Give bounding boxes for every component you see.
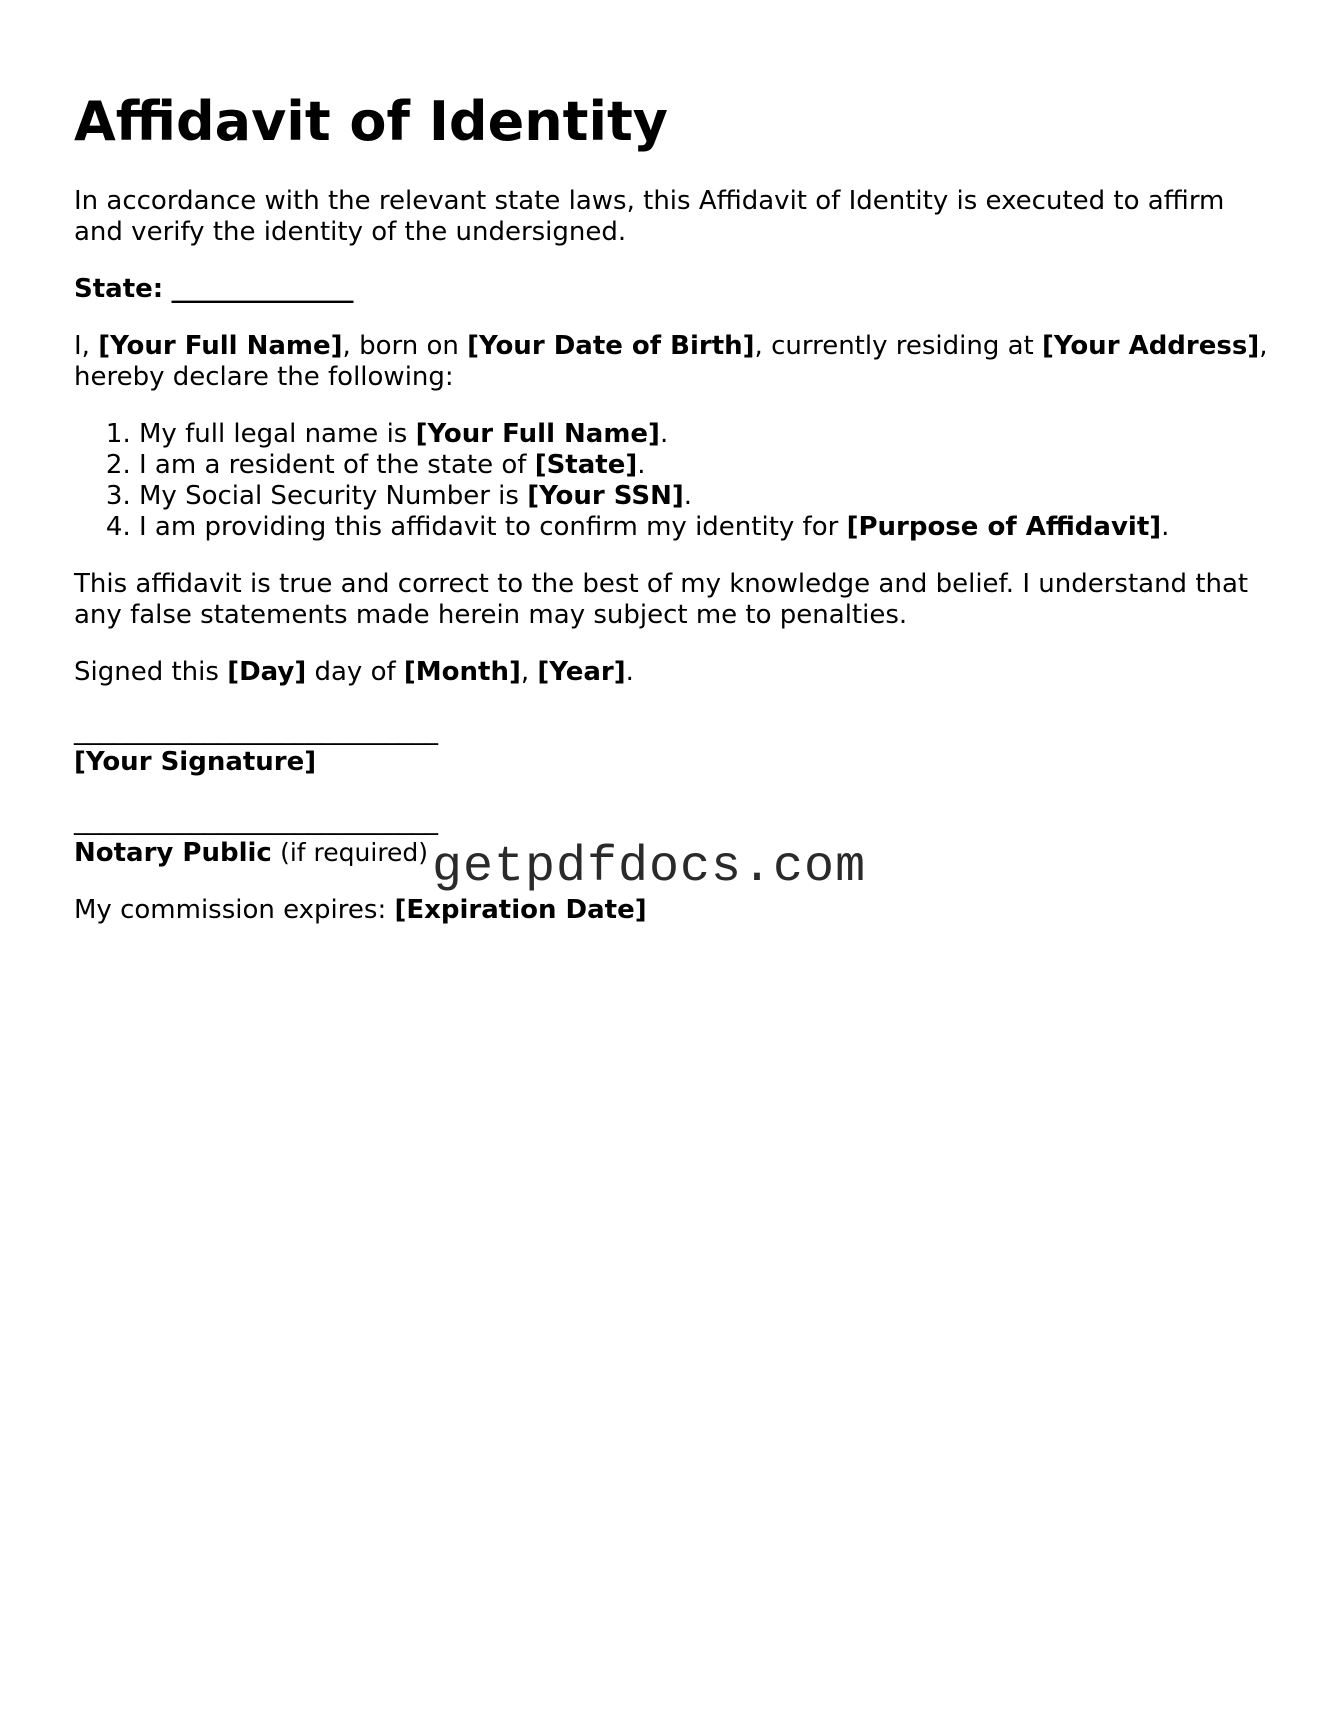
comma-text: , <box>520 657 530 687</box>
list-item <box>139 419 1274 450</box>
intro-paragraph: In accordance with the relevant state laws, this Affidavit of Identity is executed to affirm and verify the identity of the undersigned. <box>74 186 1225 247</box>
list-item <box>139 512 1274 543</box>
commission-label: My commission expires: <box>74 895 387 925</box>
truth-paragraph: This affidavit is true and correct to the best of my knowledge and belief. I understand that any false statements made herein may subject me to penalties. <box>74 569 1249 630</box>
list-item-end: . <box>1161 512 1170 542</box>
residing-text: , currently residing at <box>754 331 1034 361</box>
commission-line <box>74 895 1274 926</box>
state-label: State: <box>74 274 164 304</box>
expiration-date-field: [Expiration Date] <box>394 895 647 925</box>
state-blank: ______________ <box>171 274 354 304</box>
year-field: [Year] <box>537 657 626 687</box>
list-item-end: . <box>659 419 669 449</box>
full-name-field: [Your Full Name] <box>98 331 343 361</box>
list-item-end: . <box>683 481 692 511</box>
notary-label: Notary Public <box>74 838 272 868</box>
signature-block <box>74 716 1274 778</box>
list-item-text: My Social Security Number is <box>139 481 528 511</box>
list-item <box>139 481 1274 512</box>
dob-field: [Your Date of Birth] <box>467 331 755 361</box>
signed-prefix: Signed this <box>74 657 219 687</box>
declaration-prefix: I, <box>74 331 90 361</box>
signed-line <box>74 657 1274 688</box>
declaration-paragraph <box>74 331 1274 393</box>
list-item-field: [State] <box>534 450 638 480</box>
list-item-text: I am providing this affidavit to confirm my identity for <box>139 512 847 542</box>
day-of-text: day of <box>314 657 396 687</box>
born-on-text: , born on <box>342 331 459 361</box>
state-line <box>74 274 1274 305</box>
affidavit-document <box>74 90 1274 926</box>
day-field: [Day] <box>227 657 307 687</box>
signature-label: [Your Signature] <box>74 747 317 777</box>
declaration-suffix: , hereby declare the following: <box>74 331 1268 392</box>
month-field: [Month] <box>403 657 521 687</box>
notary-line: ____________________________ <box>74 806 438 836</box>
list-item-field: [Your SSN] <box>527 481 684 511</box>
list-item <box>139 450 1274 481</box>
list-item-text: My full legal name is <box>139 419 416 449</box>
list-item-end: . <box>637 450 646 480</box>
signature-line: ____________________________ <box>74 716 438 746</box>
notary-note: (if required) <box>280 838 429 867</box>
document-title: Affidavit of Identity <box>74 90 668 153</box>
watermark-text: getpdfdocs.com <box>432 839 867 896</box>
declaration-list <box>74 419 1274 543</box>
list-item-field: [Purpose of Affidavit] <box>846 512 1162 542</box>
address-field: [Your Address] <box>1042 331 1260 361</box>
list-item-field: [Your Full Name] <box>415 419 660 449</box>
signed-end: . <box>625 657 634 687</box>
list-item-text: I am a resident of the state of <box>139 450 535 480</box>
